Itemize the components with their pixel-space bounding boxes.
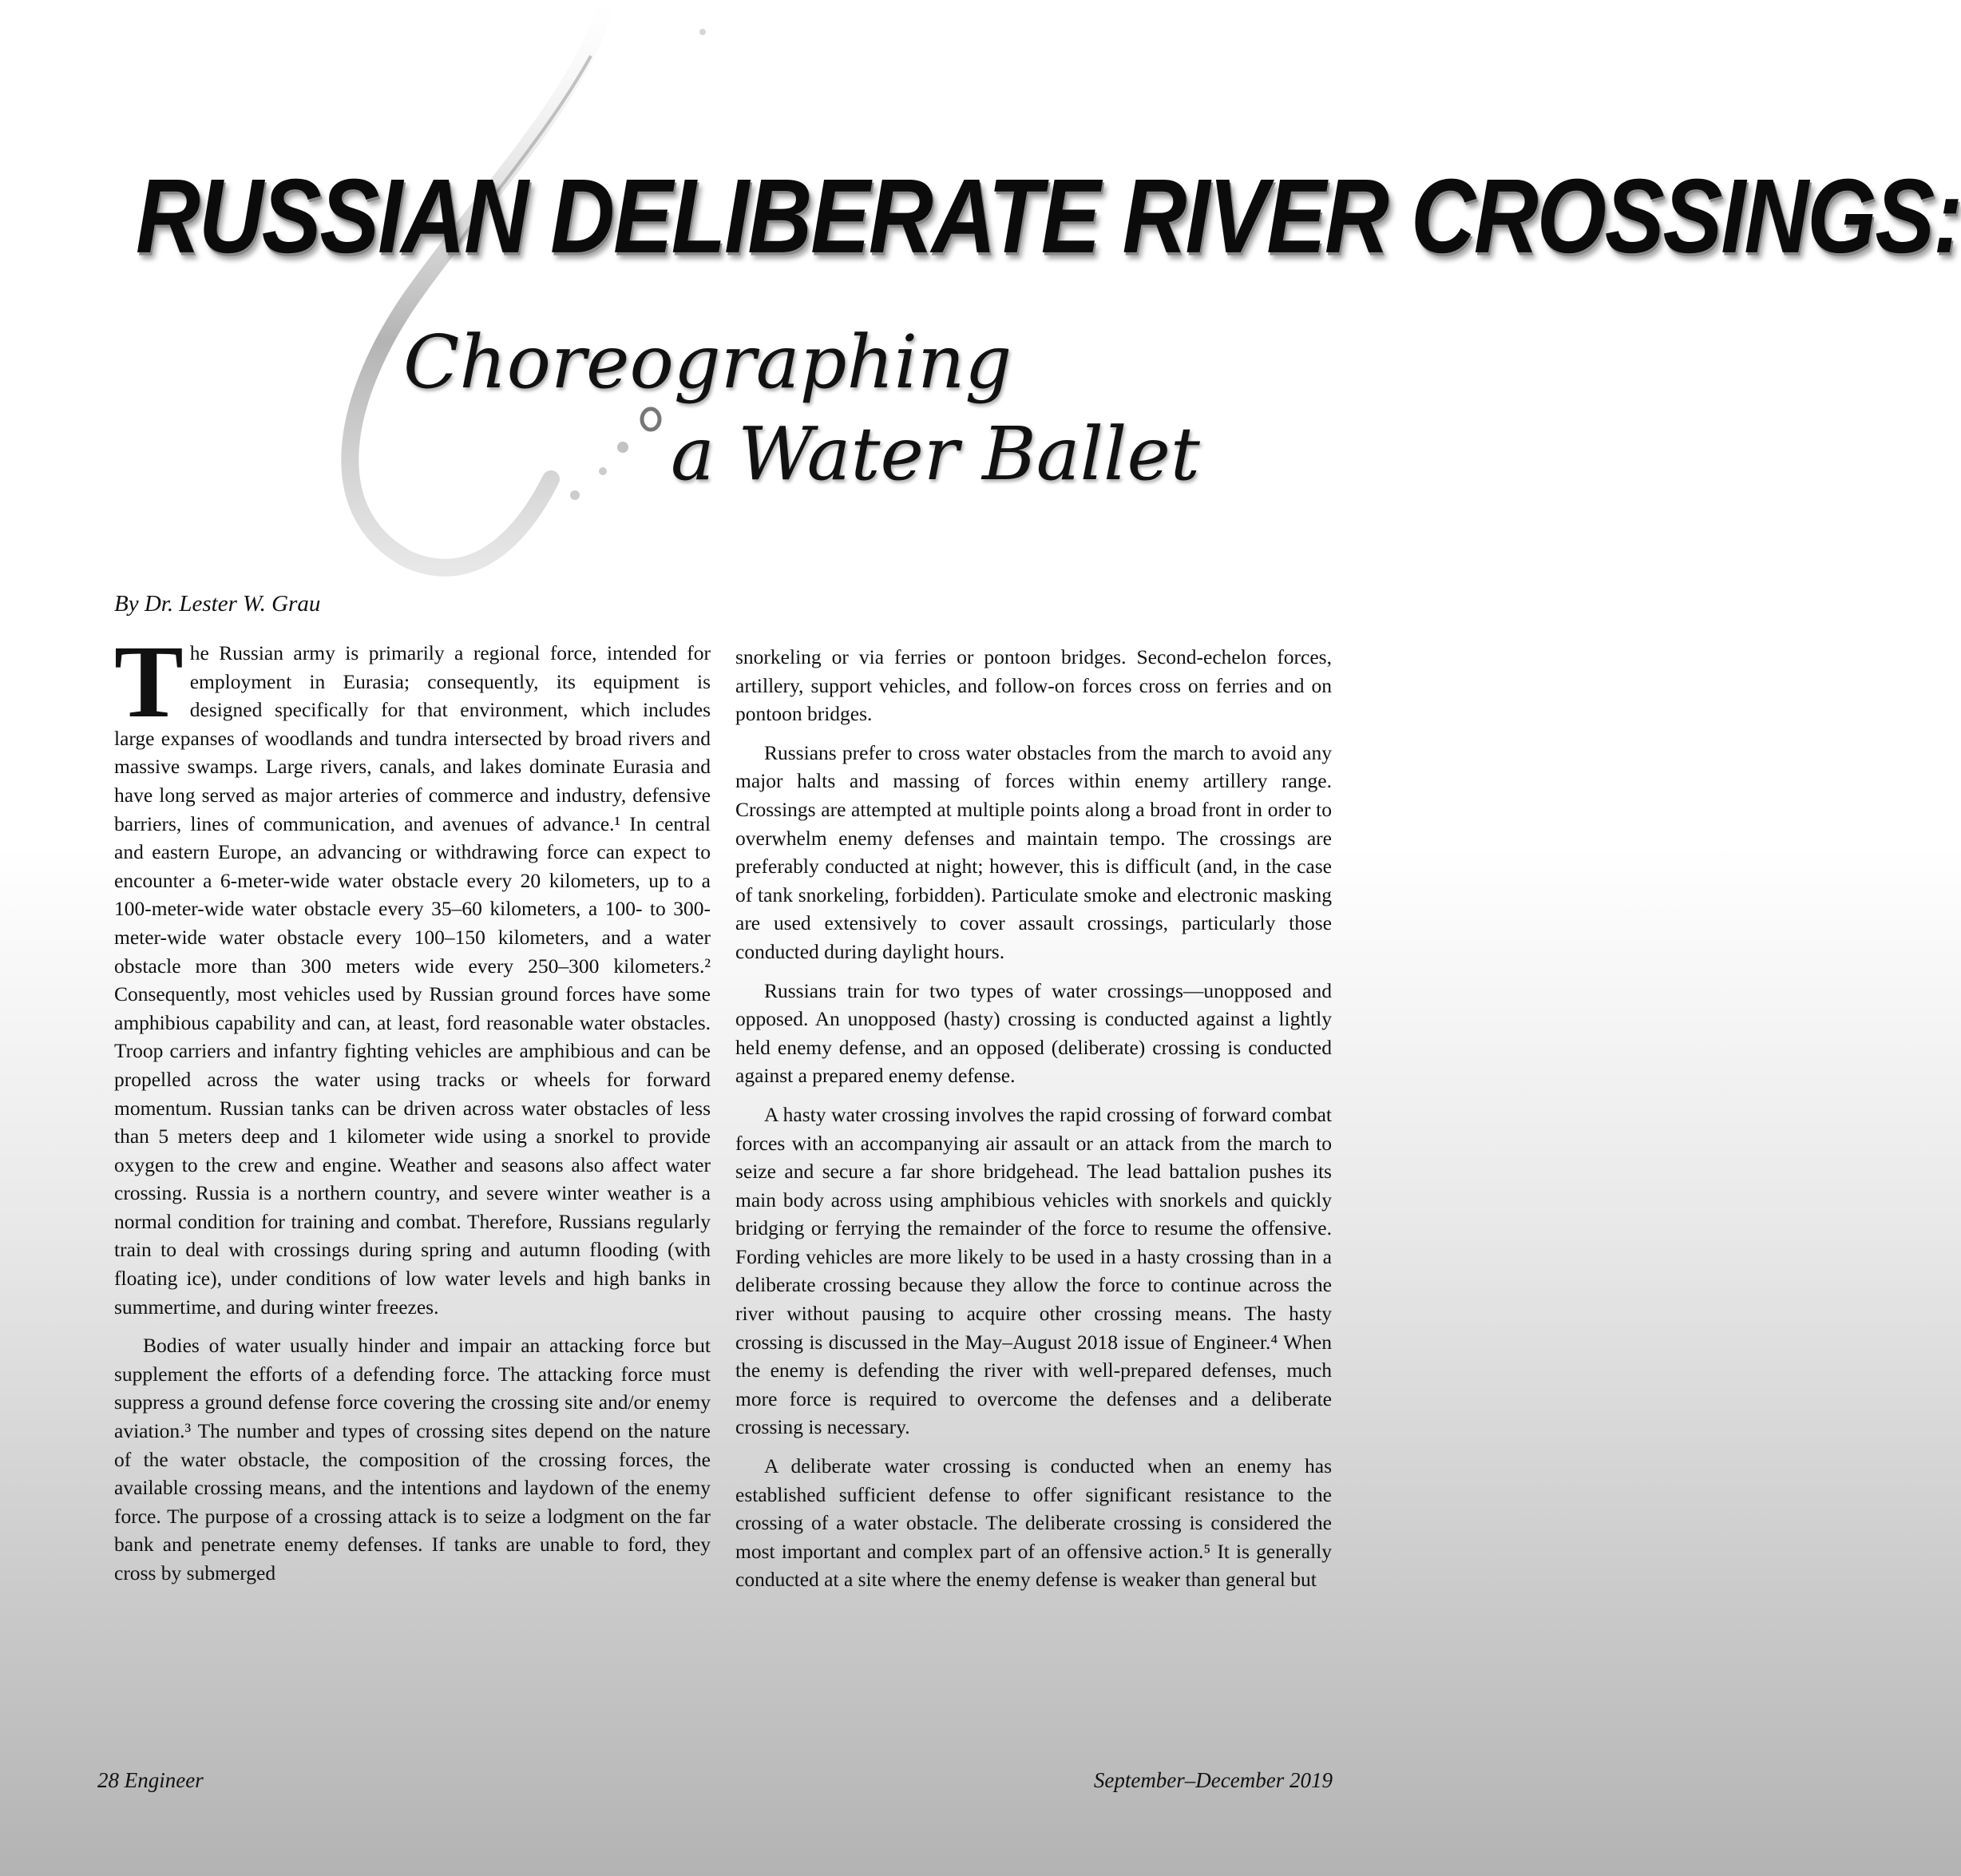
article-paragraph: Russians train for two types of water crossings—unopposed and opposed. An unopposed (hasty) crossing is conducted against a lightly held enemy defense, and an opposed (deliberate) crossing is conducted against a prepared enemy defense. [735,978,1332,1088]
article-column-left [114,625,711,1709]
article-paragraph: snorkeling or via ferries or pontoon bridges. Second-echelon forces, artillery, support vehicles, and follow-on forces cross on ferries and on pontoon bridges. [735,645,1332,726]
article-paragraph: Russians prefer to cross water obstacles from the march to avoid any major halts and massing of forces within enemy artillery range. Crossings are attempted at multiple points along a broad front in order to overwhelm enemy defenses and maintain tempo. The crossings are preferably conducted at night; however, this is difficult (and, in the case of tank snorkeling, forbidden). Particulate smoke and electronic masking are used extensively to cover assault crossings, particularly those conducted during daylight hours. [735,740,1332,963]
water-splash-graphic [287,0,735,575]
drop-cap: T [114,625,184,740]
article-subtitle-line-1: Choreographing [403,319,1012,405]
article-paragraph: A deliberate water crossing is conducted when an enemy has established sufficient defense to offer significant resistance to the crossing of a water obstacle. The deliberate crossing is considered the most important and complex part of an offensive action.⁵ It is generally conducted at a site where the enemy defense is weaker than general but [735,1454,1332,1592]
footer-page-label: 28 Engineer [97,1768,204,1792]
article-subtitle-line-2: a Water Ballet [671,411,1200,497]
article-paragraph: A hasty water crossing involves the rapid crossing of forward combat forces with an accompanying air assault or an attack from the march to seize and secure a far shore bridgehead. The lead battalion pushes its main body across using amphibious vehicles with snorkels and quickly bridging or ferrying the remainder of the force to resume the offensive. Fording vehicles are more likely to be used in a hasty crossing than in a deliberate crossing because they allow the force to continue across the river without pausing to acquire other crossing means. The hasty crossing is discussed in the May–August 2018 issue of Engineer.⁴ When the enemy is defending the river with well-prepared defenses, much more force is required to overcome the defenses and a deliberate crossing is necessary. [735,1102,1332,1439]
footer-issue-date: September–December 2019 [1093,1768,1333,1792]
article-title: RUSSIAN DELIBERATE RIVER CROSSINGS: [136,157,1961,276]
article-column-right [735,643,1332,1713]
article-paragraph: The Russian army is primarily a regional force, intended for employment in Eurasia; consequently, its equipment is designed specifically for that environment, which includes large expanses of woodlands and tundra intersected by broad rivers and massive swamps. Large rivers, canals, and lakes dominate Eurasia and have long served as major arteries of commerce and industry, defensive barriers, lines of communication, and avenues of advance.¹ In central and eastern Europe, an advancing or withdrawing force can expect to encounter a 6-meter-wide water obstacle every 20 kilometers, up to a 100-meter-wide water obstacle every 35–60 kilometers, a 100- to 300-meter-wide water obstacle every 100–150 kilometers, and a water obstacle more than 300 meters wide every 250–300 kilometers.² Consequently, most vehicles used by Russian ground forces have some amphibious capability and can, at least, ford reasonable water obstacles. Troop carriers and infantry fighting vehicles are amphibious and can be propelled across the water using tracks or wheels for forward momentum. Russian tanks can be driven across water obstacles of less than 5 meters deep and 1 kilometer wide using a snorkel to provide oxygen to the crew and engine. Weather and seasons also affect water crossing. Russia is a northern country, and severe winter weather is a normal condition for training and combat. Therefore, Russians regularly train to deal with crossings during spring and autumn flooding (with floating ice), under conditions of low water levels and high banks in summertime, and during winter freezes. [114,625,711,1319]
article-paragraph: Bodies of water usually hinder and impair an attacking force but supplement the efforts of a defending force. The attacking force must suppress a ground defense force covering the crossing site and/or enemy aviation.³ The number and types of crossing sites depend on the nature of the water obstacle, the composition of the crossing forces, the available crossing means, and the intentions and laydown of the enemy force. The purpose of a crossing attack is to seize a lodgment on the far bank and penetrate enemy defenses. If tanks are unable to ford, they cross by submerged [114,1334,711,1584]
byline: By Dr. Lester W. Grau [114,591,321,617]
